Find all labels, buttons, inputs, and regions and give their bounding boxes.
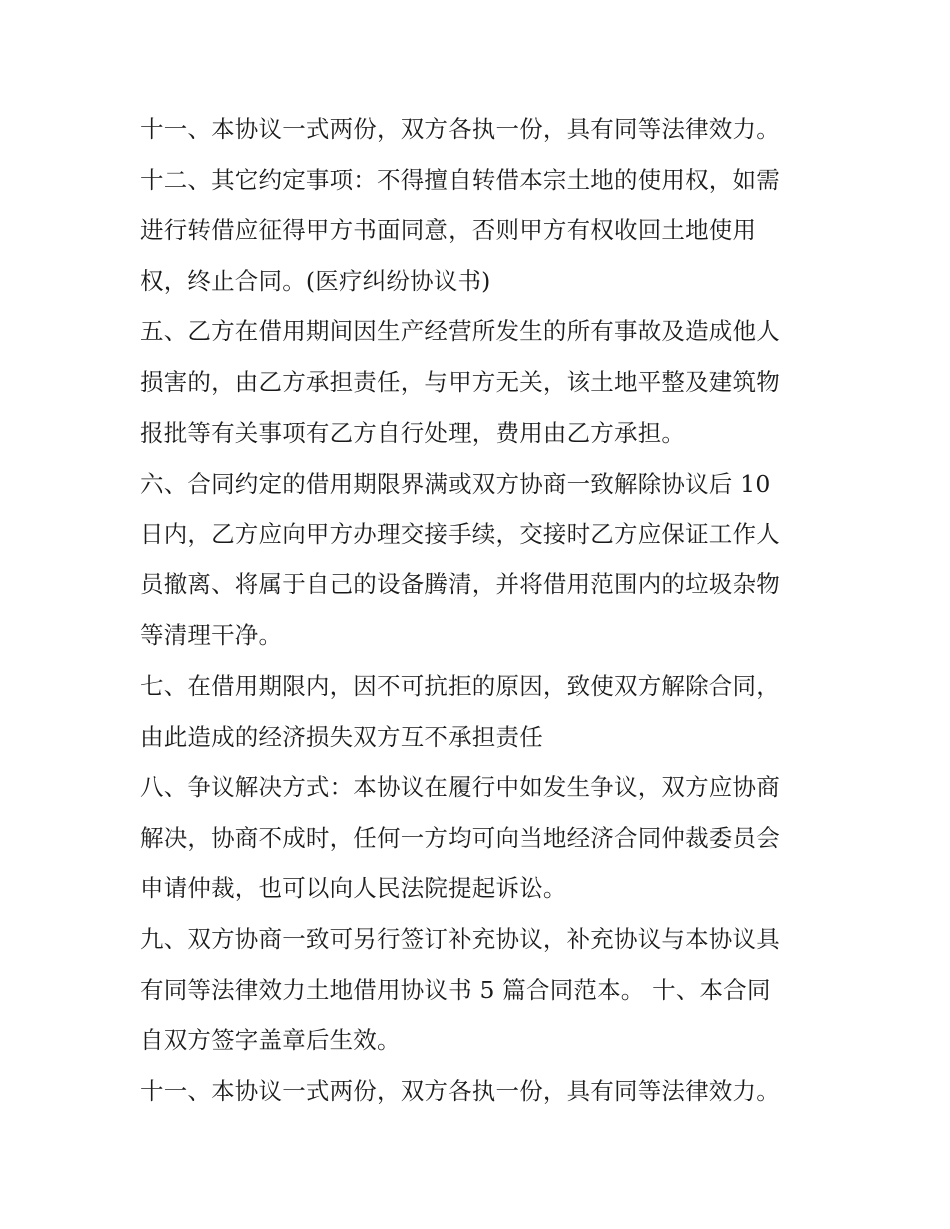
text-line: 由此造成的经济损失双方互不承担责任	[140, 723, 543, 751]
text-line: 八、争议解决方式：本协议在履行中如发生争议，双方应协商	[140, 773, 780, 801]
text-line: 日内，乙方应向甲方办理交接手续，交接时乙方应保证工作人	[140, 520, 780, 548]
text-line: 进行转借应征得甲方书面同意，否则甲方有权收回土地使用	[140, 216, 757, 244]
text-line: 十一、本协议一式两份，双方各执一份，具有同等法律效力。	[140, 1077, 780, 1105]
text-line: 员撤离、将属于自己的设备腾清，并将借用范围内的垃圾杂物	[140, 570, 780, 598]
text-line: 等清理干净。	[140, 621, 283, 649]
text-line: 报批等有关事项有乙方自行处理，费用由乙方承担。	[140, 419, 686, 447]
text-line: 九、双方协商一致可另行签订补充协议，补充协议与本协议具	[140, 925, 780, 953]
text-line: 十二、其它约定事项：不得擅自转借本宗土地的使用权，如需	[140, 166, 780, 194]
text-line: 申请仲裁，也可以向人民法院提起诉讼。	[140, 874, 567, 902]
text-line: 解决，协商不成时，任何一方均可向当地经济合同仲裁委员会	[140, 824, 780, 852]
text-line: 损害的，由乙方承担责任，与甲方无关，该土地平整及建筑物	[140, 368, 780, 396]
text-line: 有同等法律效力土地借用协议书 5 篇合同范本。 十、本合同	[140, 976, 771, 1004]
text-line: 五、乙方在借用期间因生产经营所发生的所有事故及造成他人	[140, 317, 780, 345]
text-line: 七、在借用期限内，因不可抗拒的原因，致使双方解除合同，	[140, 672, 780, 700]
text-line: 权，终止合同。(医疗纠纷协议书)	[140, 267, 491, 295]
text-line: 十一、本协议一式两份，双方各执一份，具有同等法律效力。	[140, 115, 780, 143]
text-line: 自双方签字盖章后生效。	[140, 1026, 401, 1054]
text-line: 六、合同约定的借用期限界满或双方协商一致解除协议后 10	[140, 470, 771, 498]
